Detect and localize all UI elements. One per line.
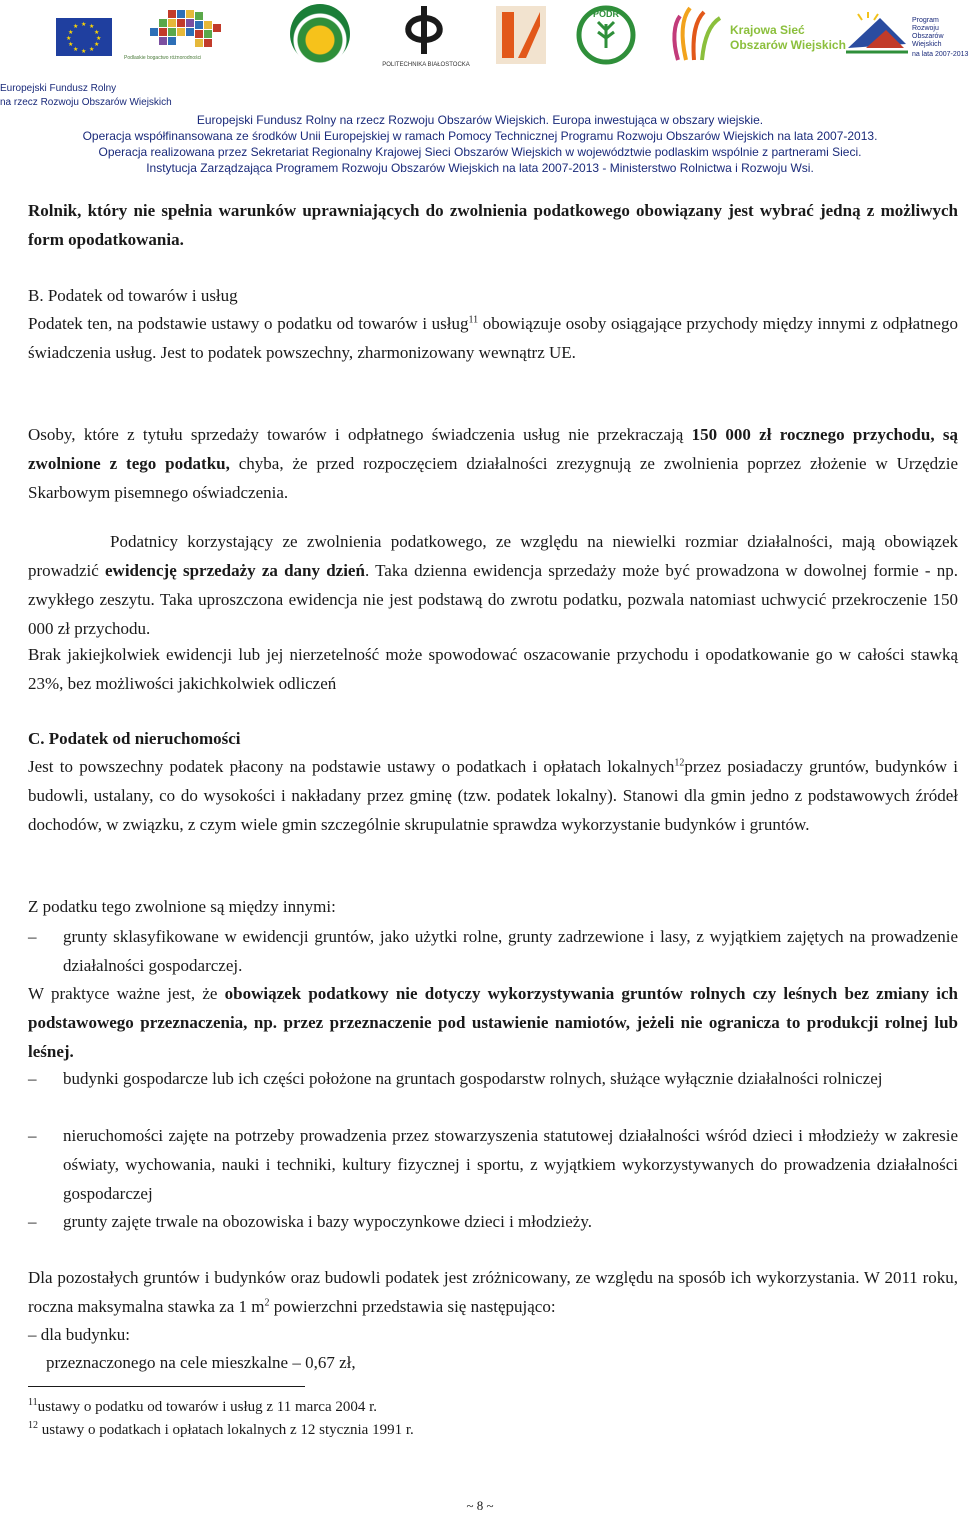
podlaskie-logo: [118, 6, 236, 64]
section-b-paragraph-4: Brak jakiejkolwiek ewidencji lub jej nierzetelność może spowodować oszacowanie przychodu i opodatkowanie go w całości stawką 23%, bez możliwości jakichkolwiek odliczeń: [28, 645, 958, 693]
svg-text:Wiejskich: Wiejskich: [912, 41, 942, 48]
practice-text: W praktyce ważne jest, że: [28, 984, 225, 1003]
section-b-paragraph-2: [28, 420, 958, 507]
prow-logo: [844, 4, 969, 70]
podlasie-regional-logo: [290, 4, 350, 64]
page-number: ~ 8 ~: [466, 1498, 494, 1513]
section-c-paragraph-1: [28, 752, 958, 839]
footnote-12: [28, 1421, 414, 1440]
politechnika-caption: POLITECHNIKA BIAŁOSTOCKA: [382, 62, 470, 68]
podlaskie-caption: Podlaskie bogactwo różnorodności: [124, 55, 202, 61]
section-b-p2-bold: 150 000 zł rocznego przychodu, są zwolnione z tego podatku,: [28, 425, 958, 473]
residential-rate: przeznaczonego na cele mieszkalne – 0,67 zł,: [46, 1353, 356, 1372]
section-b-p3-text-cont: . Taka dzienna ewidencja sprzedaży może być prowadzona w dowolnej formie - np. zwykłego zeszytu. Taka uproszczona ewidencja nie jest podstawą do zwrotu podatku, pozwala natomiast uchwycić przekroczenie 150 000 zł przychodu.: [28, 561, 958, 638]
footnote-ref-12: 12: [674, 757, 685, 769]
header-logos: [0, 0, 969, 72]
section-b-p3-bold: ewidencję sprzedaży za dany dzień: [105, 561, 365, 580]
section-b-heading: B. Podatek od towarów i usług: [28, 286, 238, 305]
section-b-p3-text: Podatnicy korzystający ze zwolnienia podatkowego, ze względu na niewielki rozmiar działalności, mają obowiązek prowadzić: [28, 532, 958, 580]
section-b-p1-text-cont: obowiązuje osoby osiągające przychody między innymi z odpłatnego świadczenia usług. Jest to podatek powszechny, zharmonizowany wewnątrz UE.: [28, 314, 958, 362]
header-line-3: Operacja realizowana przez Sekretariat Regionalny Krajowej Sieci Obszarów Wiejskich w województwie podlaskim wspólnie z partnerami Sieci.: [98, 145, 862, 159]
footnote-ref-11: 11: [468, 314, 479, 326]
section-b-p2-text-cont: chyba, że przed rozpoczęciem działalności zrezygnują ze zwolnienia poprzez złożenie w Urzędzie Skarbowym pisemnego oświadczenia.: [28, 454, 958, 502]
podr-logo: [572, 4, 640, 66]
svg-text:Program: Program: [912, 17, 939, 24]
footnote-11-text: ustawy o podatku od towarów i usług z 11 marca 2004 r.: [37, 1399, 378, 1415]
dash-bullet: –: [28, 927, 37, 946]
section-c-p1-text: Jest to powszechny podatek płacony na podstawie ustawy o podatkach i opłatach lokalnych: [28, 757, 675, 776]
square-meter-sup: 2: [264, 1297, 270, 1309]
footnote-11-number: 11: [28, 1397, 38, 1408]
header-line-1: Europejski Fundusz Rolny na rzecz Rozwoju Obszarów Wiejskich. Europa inwestująca w obszary wiejskie.: [196, 113, 764, 127]
exempt-item-1-text: grunty sklasyfikowane w ewidencji gruntów, jako użytki rolne, grunty zadrzewione i lasy, z wyjątkiem zajętych na prowadzenie działalności gospodarczej.: [63, 927, 958, 975]
buildings-label: – dla budynku:: [28, 1325, 130, 1344]
footnote-divider: [28, 1386, 305, 1387]
exempt-intro: Z podatku tego zwolnione są między innymi:: [28, 897, 336, 916]
eafrd-label-line-2: na rzecz Rozwoju Obszarów Wiejskich: [0, 97, 172, 108]
rates-text-cont: powierzchni przedstawia się następująco:: [269, 1297, 556, 1316]
dash-bullet: –: [28, 1069, 37, 1088]
header-line-4: Instytucja Zarządzająca Programem Rozwoju Obszarów Wiejskich na lata 2007-2013 - Ministerstwo Rolnictwa i Rozwoju Wsi.: [146, 161, 814, 175]
section-b-p2-text: Osoby, które z tytułu sprzedaży towarów i odpłatnego świadczenia usług nie przekraczają: [28, 425, 692, 444]
exempt-item-3: [28, 1121, 958, 1208]
section-c-p1-text-cont: przez posiadaczy gruntów, budynków i budowli, ustalany, co do wysokości i nakładany przez gminę (tzw. podatek lokalny). Stanowi dla gmin jedno z podstawowych źródeł dochodów, w związku, z czym wiele gmin szczególnie skrupulatnie sprawdza wykorzystanie budynków i gruntów.: [28, 757, 959, 834]
exempt-item-1: [28, 922, 958, 980]
dash-bullet: –: [28, 1126, 37, 1145]
rates-paragraph: [28, 1263, 958, 1321]
section-b-paragraph-3: [28, 527, 958, 643]
footnote-12-number: 12: [28, 1420, 38, 1431]
exempt-item-4-text: grunty zajęte trwale na obozowiska i bazy wypoczynkowe dzieci i młodzieży.: [63, 1212, 593, 1231]
exempt-item-4: [28, 1207, 958, 1236]
svg-text:na lata 2007-2013: na lata 2007-2013: [912, 51, 969, 58]
exempt-item-2: [28, 1064, 958, 1093]
svg-text:PODR: PODR: [592, 9, 620, 19]
svg-text:Obszarów Wiejskich: Obszarów Wiejskich: [730, 38, 846, 52]
section-b-p1-text: Podatek ten, na podstawie ustawy o podatku od towarów i usług: [28, 314, 469, 333]
footnote-11: [28, 1398, 377, 1417]
ks-logo: [496, 6, 546, 64]
eafrd-label: [0, 82, 190, 110]
bison-mosaic-icon: [118, 6, 236, 54]
exempt-item-2-text: budynki gospodarcze lub ich części położone na gruntach gospodarstw rolnych, służące wyłącznie działalności rolniczej: [63, 1069, 883, 1088]
svg-text:Obszarów: Obszarów: [912, 33, 944, 40]
header-info: [40, 112, 920, 176]
dash-bullet: –: [28, 1212, 37, 1231]
svg-text:Krajowa Sieć: Krajowa Sieć: [730, 23, 805, 37]
politechnika-logo: [384, 4, 468, 70]
ksow-logo: [672, 4, 846, 64]
header-line-2: Operacja współfinansowana ze środków Unii Europejskiej w ramach Pomocy Technicznej Programu Rozwoju Obszarów Wiejskich na lata 2007-2013.: [82, 129, 878, 143]
footnote-12-text: ustawy o podatkach i opłatach lokalnych z 12 stycznia 1991 r.: [38, 1422, 414, 1438]
svg-text:Rozwoju: Rozwoju: [912, 25, 939, 32]
eu-flag-logo: ★ ★ ★ ★ ★ ★ ★ ★ ★ ★ ★ ★: [56, 18, 112, 56]
section-c-heading: C. Podatek od nieruchomości: [28, 729, 241, 748]
section-b-paragraph-1: [28, 309, 958, 367]
eafrd-label-line-1: Europejski Fundusz Rolny: [0, 83, 117, 94]
practice-paragraph: [28, 979, 958, 1066]
exempt-item-3-text: nieruchomości zajęte na potrzeby prowadzenia przez stowarzyszenia statutowej działalności wśród dzieci i młodzieży w zakresie oświaty, wychowania, nauki i techniki, kultury fizycznej i sportu, z wyjątkiem wykorzystywanych do prowadzenia działalności gospodarczej: [63, 1126, 958, 1203]
rates-text: Dla pozostałych gruntów i budynków oraz budowli podatek jest zróżnicowany, ze względu na sposób ich wykorzystania. W 2011 roku, roczna maksymalna stawka za 1 m: [28, 1268, 958, 1316]
practice-bold: obowiązek podatkowy nie dotyczy wykorzystywania gruntów rolnych czy leśnych bez zmiany ich podstawowego przeznaczenia, np. przez przeznaczenie pod ustawienie namiotów, jeżeli nie ogranicza to produkcji rolnej lub leśnej.: [28, 984, 958, 1061]
intro-paragraph: Rolnik, który nie spełnia warunków uprawniających do zwolnienia podatkowego obowiązany jest wybrać jedną z możliwych form opodatkowania.: [28, 201, 958, 249]
